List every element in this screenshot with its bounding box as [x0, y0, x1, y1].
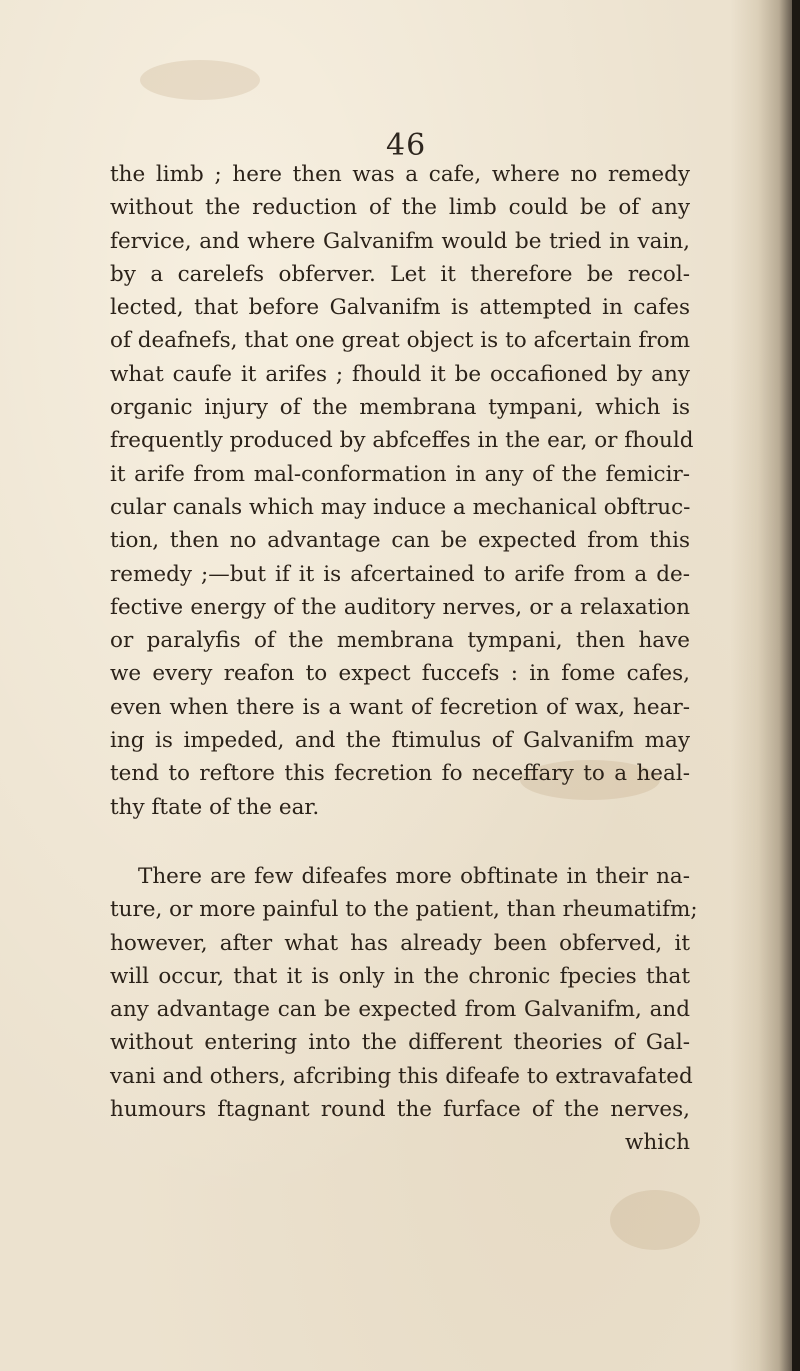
text-line: by a carelefs obferver. Let it therefore be recol-: [110, 261, 690, 287]
text-line: lected, that before Galvanifm is attempted in cafes: [110, 295, 690, 321]
paragraph-spacer: [110, 824, 690, 860]
text-line: organic injury of the membrana tympani, which is: [110, 395, 690, 421]
text-line: any advantage can be expected from Galvanifm, and: [110, 997, 690, 1023]
text-line: what caufe it arifes ; fhould it be occafioned by any: [110, 361, 690, 387]
text-line: vani and others, afcribing this difeafe to extravafated: [110, 1063, 693, 1089]
paper-stain: [140, 60, 260, 100]
text-line: ing is impeded, and the ftimulus of Galvanifm may: [110, 728, 690, 754]
text-line: tion, then no advantage can be expected from this: [110, 528, 690, 554]
text-line: without entering into the different theories of Gal-: [110, 1030, 690, 1056]
body-text: [110, 158, 698, 1160]
page-number: 46: [386, 128, 427, 163]
paragraph: [110, 158, 694, 824]
text-line: humours ftagnant round the furface of the nerves,: [110, 1097, 690, 1123]
text-line: thy ftate of the ear.: [110, 794, 320, 820]
text-line: cular canals which may induce a mechanical obftruc-: [110, 494, 691, 520]
text-line: without the reduction of the limb could be of any: [110, 195, 690, 221]
text-line: we every reafon to expect fuccefs : in fome cafes,: [110, 661, 690, 687]
binding-shadow: [730, 0, 800, 1371]
text-line: the limb ; here then was a cafe, where no remedy: [110, 162, 690, 187]
text-line: remedy ;—but if it is afcertained to arife from a de-: [110, 561, 690, 587]
text-line: or paralyfis of the membrana tympani, then have: [110, 628, 690, 654]
text-line: of deafnefs, that one great object is to afcertain from: [110, 328, 690, 354]
catchword: which: [624, 1130, 690, 1156]
text-line: will occur, that it is only in the chronic fpecies that: [110, 963, 690, 989]
text-line: There are few difeafes more obftinate in their na-: [138, 863, 690, 889]
text-line: however, after what has already been obferved, it: [110, 930, 690, 956]
text-line: ture, or more painful to the patient, than rheumatifm;: [110, 897, 698, 923]
paragraph: [110, 860, 698, 1160]
text-line: tend to reftore this fecretion fo neceffary to a heal-: [110, 761, 690, 787]
text-line: fective energy of the auditory nerves, or a relaxation: [110, 594, 690, 620]
page-edge: [792, 0, 800, 1371]
text-line: it arife from mal-conformation in any of the femicir-: [110, 461, 690, 487]
text-line: even when there is a want of fecretion of wax, hear-: [110, 694, 690, 720]
text-line: fervice, and where Galvanifm would be tried in vain,: [110, 228, 690, 254]
text-line: frequently produced by abfceffes in the ear, or fhould: [110, 428, 694, 454]
paper-stain: [610, 1190, 700, 1250]
